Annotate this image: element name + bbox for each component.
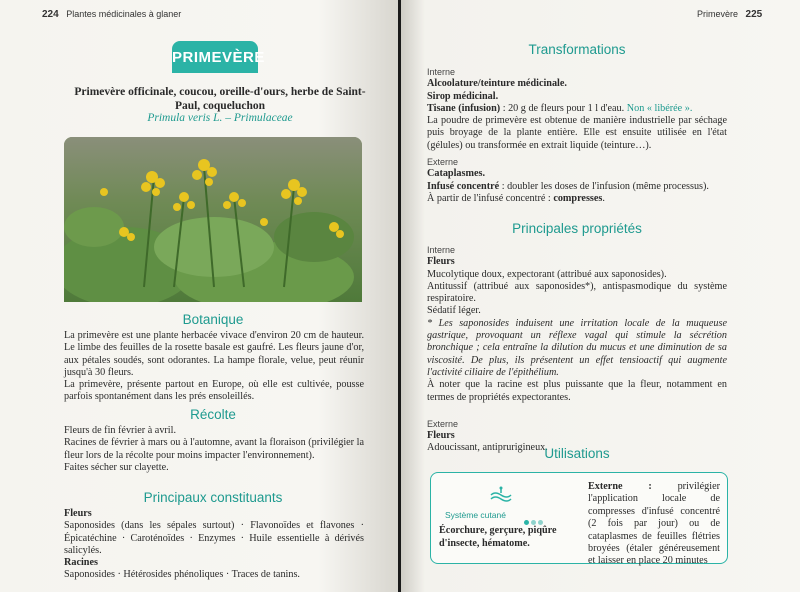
left-running-header	[42, 9, 181, 20]
constituants-title: Principaux constituants	[143, 490, 283, 505]
usage-card	[430, 472, 728, 567]
item-alcoolature: Alcoolature/teinture médicinale.	[427, 78, 567, 90]
proprietes-line3: Sédatif léger.	[427, 305, 481, 317]
constituants-racines-label: Racines	[64, 557, 98, 569]
transformations-interne-label: Interne	[427, 67, 456, 77]
constituants-fleurs-text: Saponosides (dans les sépales surtout) · Flavonoïdes et flavones · Épicatéchine · Caroténoïdes · Enzymes · Huile essentielle à dérivés salicylés.	[64, 520, 364, 556]
plant-synonyms: Primevère officinale, coucou, oreille-d'ours, herbe de Saint-Paul, coqueluchon	[74, 86, 366, 112]
proprietes-fleurs-label: Fleurs	[427, 256, 455, 268]
primrose-photo	[64, 137, 362, 302]
recolte-line3: Faites sécher sur clayette.	[64, 461, 169, 473]
racine-note: À noter que la racine est plus puissante que la fleur, notamment en termes de propriétés expectorantes.	[427, 379, 727, 403]
right-running-title: Primevère	[697, 9, 739, 19]
recolte-line2: Racines de février à mars ou à l'automne, avant la floraison (privilégier la fleur lors de la récolte pour moins impacter l'environnement).	[64, 437, 364, 461]
transformations-body	[427, 64, 727, 205]
conditions-text: Écorchure, gerçure, piqûre d'insecte, hématome.	[439, 525, 557, 549]
system-label: Système cutané	[445, 510, 506, 520]
proprietes-line1: Mucolytique doux, expectorant (attribué aux saponosides).	[427, 268, 667, 280]
proprietes-ext-text: Adoucissant, antiprurigineux.	[427, 442, 548, 454]
proprietes-interne-label: Interne	[427, 245, 456, 255]
left-running-title: Plantes médicinales à glaner	[66, 9, 182, 19]
botanique-title: Botanique	[182, 312, 244, 327]
constituants-racines-text: Saponosides · Hétérosides phénoliques · Traces de tanins.	[64, 569, 300, 581]
proprietes-body	[427, 242, 727, 455]
compresses-pre: À partir de l'infusé concentré :	[427, 192, 554, 204]
latin-name: Primula veris L. – Primulaceae	[147, 112, 293, 124]
transformations-externe-label: Externe	[427, 157, 459, 168]
proprietes-externe-label: Externe	[427, 418, 459, 429]
poudre-text: La poudre de primevère est obtenue de manière industrielle par séchage puis broyage de la plante entière. Elle est ensuite utilisée en l'état (gélules) ou transformée en extrait liquide (teinture…).	[427, 115, 727, 151]
externe-usage-label: Externe :	[588, 481, 652, 492]
proprietes-line2: Antitussif (attribué aux saponosides*), antispasmodique du système respiratoire.	[427, 280, 727, 305]
botanique-p2: La primevère, présente partout en Europe, où elle est cultivée, pousse parfois spontanément dans les prés ensoleillés.	[64, 379, 364, 403]
proprietes-title: Principales propriétés	[512, 221, 642, 236]
tisane-text: : 20 g de fleurs pour 1 l d'eau.	[500, 102, 627, 114]
left-page-number: 224	[42, 9, 59, 20]
compresses-post: .	[602, 192, 605, 204]
recolte-body	[64, 425, 364, 474]
tisane-label: Tisane (infusion)	[427, 102, 501, 114]
botanique-p1: La primevère est une plante herbacée vivace d'environ 20 cm de hauteur. Le limbe des feuilles de la rosette basale est gaufré. Les fleurs jaune d'or, aux pétales soudés, sont odorantes. La hampe florale, velue, peut réunir jusqu'à 30 fleurs.	[64, 330, 364, 378]
infuse-text: : doubler les doses de l'infusion (même processus).	[499, 180, 709, 192]
item-cataplasmes: Cataplasmes.	[427, 168, 486, 180]
right-page-number: 225	[745, 9, 763, 20]
plant-name-banner: PRIMEVÈRE	[172, 41, 258, 73]
recolte-title: Récolte	[190, 407, 236, 422]
constituants-body	[64, 508, 364, 582]
saponosides-note: * Les saponosides induisent une irritation locale de la muqueuse gastrique, provoquant un réflexe vagal qui stimule la sécrétion bronchique ; cela entraîne la dilution du mucus et une diminution de sa viscosité. De plus, ils présentent un effet tensioactif qui augmente l'activité ciliaire de l'épithélium.	[427, 317, 727, 378]
proprietes-ext-fleurs-label: Fleurs	[427, 430, 455, 442]
right-running-header	[697, 9, 762, 20]
transformations-title: Transformations	[528, 42, 626, 57]
skin-system-icon	[489, 485, 513, 510]
botanique-body	[64, 330, 364, 404]
constituants-fleurs-label: Fleurs	[64, 508, 92, 519]
recolte-line1: Fleurs de fin février à avril.	[64, 425, 177, 436]
externe-usage-text	[588, 481, 720, 568]
compresses-bold: compresses	[553, 192, 603, 204]
utilisations-title: Utilisations	[544, 446, 610, 461]
tisane-link: Non « libérée ».	[626, 102, 693, 114]
infuse-label: Infusé concentré	[427, 180, 500, 192]
left-page	[0, 0, 398, 592]
item-sirop: Sirop médicinal.	[427, 90, 499, 102]
externe-usage-body: privilégier l'application locale de compresses d'infusé concentré (2 fois par jour) ou de cataplasmes de feuilles flétries broyées (étaler généreusement et laisser en place 20 minutes	[588, 481, 720, 567]
